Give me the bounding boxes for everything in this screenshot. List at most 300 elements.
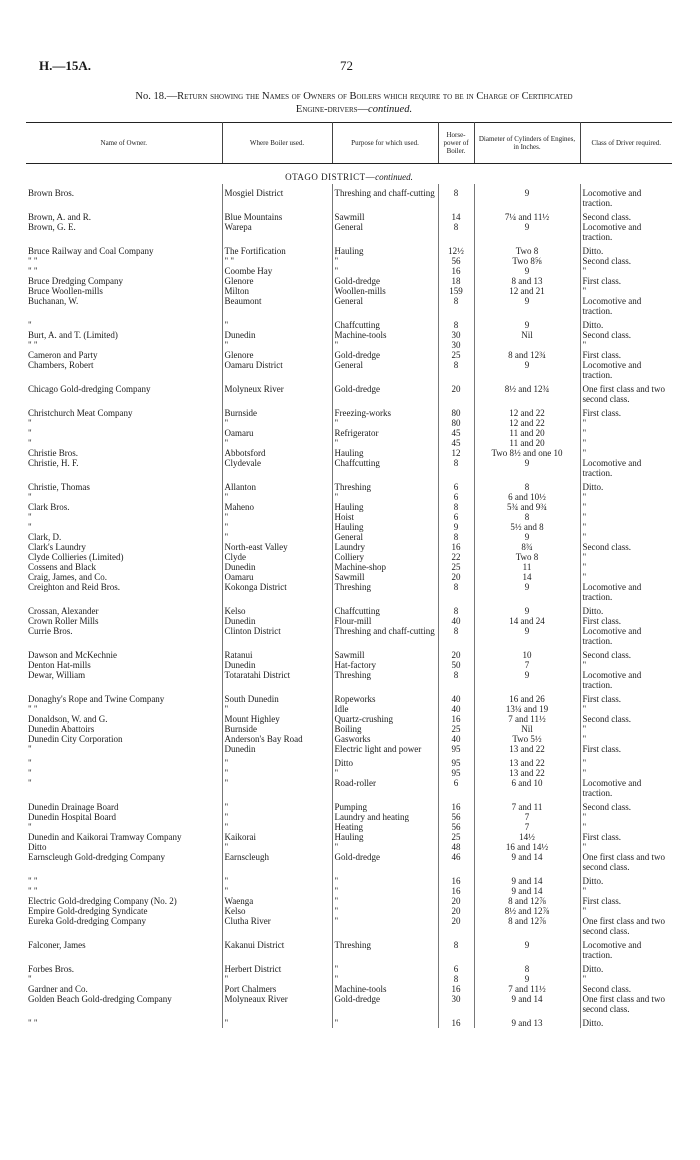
purpose-cell: Colliery — [332, 552, 438, 562]
purpose-cell: Electric light and power — [332, 744, 438, 754]
diameter-cell: 9 and 14 — [474, 872, 580, 886]
where-cell: " — [222, 522, 332, 532]
horse-power-cell: 40 — [438, 704, 474, 714]
table-row — [26, 714, 672, 724]
owner-cell: " — [26, 512, 222, 522]
where-cell: " — [222, 798, 332, 812]
where-cell: Kakanui District — [222, 936, 332, 960]
class-cell: Ditto. — [582, 320, 604, 330]
where-cell: Milton — [222, 286, 332, 296]
horse-power-cell: 20 — [438, 572, 474, 582]
purpose-cell: Gold-dredge — [332, 994, 438, 1014]
where-cell: Glenore — [222, 350, 332, 360]
table-row — [26, 184, 672, 208]
table-row — [26, 360, 672, 380]
owner-cell: Chambers, Robert — [26, 360, 222, 380]
horse-power-cell: 16 — [438, 1014, 474, 1028]
purpose-cell: " — [332, 1014, 438, 1028]
class-cell: Locomotive and traction. — [582, 458, 642, 478]
class-cell: First class. — [582, 408, 622, 418]
purpose-cell: Threshing — [332, 936, 438, 960]
where-cell: Ratanui — [222, 646, 332, 660]
owner-cell: Donaldson, W. and G. — [26, 714, 222, 724]
purpose-cell: Gold-dredge — [332, 852, 438, 872]
class-cell: " — [582, 532, 587, 542]
class-cell: Ditto. — [582, 482, 604, 492]
where-cell: " — [222, 512, 332, 522]
where-cell: Port Chalmers — [222, 984, 332, 994]
class-cell: Locomotive and traction. — [582, 296, 642, 316]
table-row — [26, 974, 672, 984]
table-row — [26, 734, 672, 744]
owner-cell: " " — [26, 340, 222, 350]
diameter-cell: Nil — [474, 330, 580, 340]
purpose-cell: Chaffcutting — [332, 458, 438, 478]
where-cell: " — [222, 822, 332, 832]
where-cell: " — [222, 704, 332, 714]
where-cell: Kelso — [222, 906, 332, 916]
diameter-cell: 9 — [474, 266, 580, 276]
diameter-cell: 14 — [474, 572, 580, 582]
table-row — [26, 582, 672, 602]
where-cell: Clutha River — [222, 916, 332, 936]
page-header — [0, 58, 700, 78]
owner-cell: " — [26, 768, 222, 778]
class-cell: Locomotive and traction. — [582, 626, 642, 646]
diameter-cell: 8 and 12¾ — [474, 350, 580, 360]
class-cell: Ditto. — [582, 606, 604, 616]
purpose-cell: Gasworks — [332, 734, 438, 744]
diameter-cell: 9 — [474, 532, 580, 542]
diameter-cell: Two 8 — [474, 242, 580, 256]
purpose-cell: " — [332, 266, 438, 276]
owner-cell: Christie, H. F. — [26, 458, 222, 478]
title-number: No. 18.— — [135, 91, 178, 102]
owner-cell: Earnscleugh Gold-dredging Company — [26, 852, 222, 872]
horse-power-cell: 8 — [438, 222, 474, 242]
diameter-cell: 8¾ — [474, 542, 580, 552]
diameter-cell: 9 — [474, 316, 580, 330]
where-cell: " — [222, 812, 332, 822]
class-cell: Ditto. — [582, 246, 604, 256]
owner-cell: Brown, G. E. — [26, 222, 222, 242]
diameter-cell: 7 — [474, 822, 580, 832]
diameter-cell: 9 and 13 — [474, 1014, 580, 1028]
diameter-cell: 6 and 10 — [474, 778, 580, 798]
report-reference: H.—15A. — [39, 58, 91, 73]
horse-power-cell: 18 — [438, 276, 474, 286]
class-cell: " — [582, 572, 587, 582]
class-cell: Ditto. — [582, 1018, 604, 1028]
owner-cell: Bruce Railway and Coal Company — [26, 242, 222, 256]
owner-cell: " — [26, 822, 222, 832]
owner-cell: Dewar, William — [26, 670, 222, 690]
where-cell: Burnside — [222, 404, 332, 418]
title-line-1: Return showing the Names of Owners of Boilers which require to be in Charge of Certificated — [177, 91, 573, 102]
purpose-cell: Hauling — [332, 242, 438, 256]
purpose-cell: Machine-tools — [332, 984, 438, 994]
diameter-cell: 9 and 14 — [474, 994, 580, 1014]
diameter-cell: 9 — [474, 184, 580, 208]
table-row — [26, 812, 672, 822]
owner-cell: " — [26, 754, 222, 768]
table-row — [26, 502, 672, 512]
diameter-cell: 8 and 12⅞ — [474, 896, 580, 906]
where-cell: Blue Mountains — [222, 208, 332, 222]
purpose-cell: " — [332, 896, 438, 906]
horse-power-cell: 16 — [438, 714, 474, 724]
owner-cell: Gardner and Co. — [26, 984, 222, 994]
horse-power-cell: 8 — [438, 602, 474, 616]
table-row — [26, 690, 672, 704]
diameter-cell: 9 — [474, 974, 580, 984]
owner-cell: Brown Bros. — [26, 184, 222, 208]
class-cell: First class. — [582, 276, 622, 286]
purpose-cell: Ditto — [332, 754, 438, 768]
table-row — [26, 798, 672, 812]
class-cell: " — [582, 758, 587, 768]
diameter-cell: 12 and 21 — [474, 286, 580, 296]
owner-cell: Craig, James, and Co. — [26, 572, 222, 582]
table-row — [26, 532, 672, 542]
owner-cell: " " — [26, 886, 222, 896]
class-cell: First class. — [582, 744, 622, 754]
table-row — [26, 872, 672, 886]
table-row — [26, 832, 672, 842]
diameter-cell: 9 — [474, 296, 580, 316]
horse-power-cell: 56 — [438, 822, 474, 832]
table-row — [26, 522, 672, 532]
diameter-cell — [474, 340, 580, 350]
purpose-cell: " — [332, 768, 438, 778]
class-cell: Second class. — [582, 330, 631, 340]
class-cell: Locomotive and traction. — [582, 940, 642, 960]
purpose-cell: Freezing-works — [332, 404, 438, 418]
horse-power-cell: 30 — [438, 994, 474, 1014]
horse-power-cell: 25 — [438, 724, 474, 734]
where-cell: " " — [222, 256, 332, 266]
table-row — [26, 340, 672, 350]
owner-cell: Golden Beach Gold-dredging Company — [26, 994, 222, 1014]
diameter-cell: 8 and 12⅞ — [474, 916, 580, 936]
purpose-cell: Quartz-crushing — [332, 714, 438, 724]
horse-power-cell: 6 — [438, 778, 474, 798]
table-row — [26, 404, 672, 418]
purpose-cell: Hat-factory — [332, 660, 438, 670]
column-where: Where Boiler used. — [222, 123, 332, 164]
horse-power-cell: 8 — [438, 670, 474, 690]
owner-cell: Clark, D. — [26, 532, 222, 542]
where-cell: " — [222, 778, 332, 798]
purpose-cell: Laundry — [332, 542, 438, 552]
owner-cell: Clyde Collieries (Limited) — [26, 552, 222, 562]
diameter-cell: 14 and 24 — [474, 616, 580, 626]
owner-cell: " — [26, 974, 222, 984]
table-row — [26, 670, 672, 690]
horse-power-cell: 40 — [438, 734, 474, 744]
purpose-cell: General — [332, 222, 438, 242]
purpose-cell: " — [332, 438, 438, 448]
class-cell: " — [582, 734, 587, 744]
table-row — [26, 478, 672, 492]
horse-power-cell: 45 — [438, 438, 474, 448]
diameter-cell: 9 — [474, 602, 580, 616]
table-row — [26, 316, 672, 330]
diameter-cell: 9 — [474, 582, 580, 602]
diameter-cell: 9 and 14 — [474, 886, 580, 896]
horse-power-cell: 45 — [438, 428, 474, 438]
horse-power-cell: 80 — [438, 404, 474, 418]
owner-cell: Cameron and Party — [26, 350, 222, 360]
table-row — [26, 330, 672, 340]
table-row — [26, 754, 672, 768]
class-cell: Locomotive and traction. — [582, 360, 642, 380]
owner-cell: " " — [26, 1014, 222, 1028]
where-cell: Molyneaux River — [222, 994, 332, 1014]
purpose-cell: General — [332, 296, 438, 316]
diameter-cell: Two 8 — [474, 552, 580, 562]
diameter-cell: 7¼ and 11½ — [474, 208, 580, 222]
owner-cell: Dunedin City Corporation — [26, 734, 222, 744]
owner-cell: Christchurch Meat Company — [26, 404, 222, 418]
where-cell: Molyneux River — [222, 380, 332, 404]
table-row — [26, 724, 672, 734]
table-row — [26, 842, 672, 852]
purpose-cell: General — [332, 532, 438, 542]
purpose-cell: Hauling — [332, 448, 438, 458]
class-cell: One first class and two second class. — [582, 916, 665, 936]
where-cell: Dunedin — [222, 562, 332, 572]
class-cell: " — [582, 266, 587, 276]
class-cell: One first class and two second class. — [582, 994, 665, 1014]
diameter-cell: 14½ — [474, 832, 580, 842]
class-cell: Ditto. — [582, 876, 604, 886]
horse-power-cell: 6 — [438, 478, 474, 492]
class-cell: " — [582, 418, 587, 428]
horse-power-cell: 12 — [438, 448, 474, 458]
purpose-cell: Gold-dredge — [332, 276, 438, 286]
purpose-cell: " — [332, 916, 438, 936]
table-row — [26, 492, 672, 502]
where-cell: Oamaru District — [222, 360, 332, 380]
class-cell: " — [582, 886, 587, 896]
class-cell: Locomotive and traction. — [582, 778, 642, 798]
title-continued: continued. — [368, 104, 413, 115]
diameter-cell: 13 and 22 — [474, 744, 580, 754]
class-cell: One first class and two second class. — [582, 384, 665, 404]
diameter-cell: 7 — [474, 660, 580, 670]
table-row — [26, 626, 672, 646]
horse-power-cell: 8 — [438, 532, 474, 542]
owner-cell: " — [26, 492, 222, 502]
where-cell: Totaratahi District — [222, 670, 332, 690]
diameter-cell: 13¼ and 19 — [474, 704, 580, 714]
horse-power-cell: 30 — [438, 340, 474, 350]
where-cell: Kelso — [222, 602, 332, 616]
diameter-cell: 13 and 22 — [474, 754, 580, 768]
class-cell: " — [582, 562, 587, 572]
table-row — [26, 428, 672, 438]
table-row — [26, 350, 672, 360]
table-row — [26, 616, 672, 626]
horse-power-cell: 8 — [438, 582, 474, 602]
where-cell: " — [222, 1014, 332, 1028]
where-cell: Dunedin — [222, 660, 332, 670]
table-row — [26, 380, 672, 404]
owner-cell: Cossens and Black — [26, 562, 222, 572]
diameter-cell: 7 and 11½ — [474, 714, 580, 724]
table-row — [26, 542, 672, 552]
diameter-cell: 11 and 20 — [474, 428, 580, 438]
purpose-cell: " — [332, 960, 438, 974]
purpose-cell: Threshing and chaff-cutting — [332, 626, 438, 646]
table-row — [26, 266, 672, 276]
horse-power-cell: 95 — [438, 768, 474, 778]
where-cell: " — [222, 872, 332, 886]
owner-cell: " " — [26, 704, 222, 714]
diameter-cell: 11 — [474, 562, 580, 572]
horse-power-cell: 6 — [438, 512, 474, 522]
class-cell: " — [582, 724, 587, 734]
purpose-cell: Laundry and heating — [332, 812, 438, 822]
column-diameter: Diameter of Cylinders of Engines, in Inches. — [474, 123, 580, 164]
diameter-cell: 7 and 11 — [474, 798, 580, 812]
where-cell: Burnside — [222, 724, 332, 734]
owner-cell: " — [26, 778, 222, 798]
owner-cell: Dawson and McKechnie — [26, 646, 222, 660]
class-cell: Locomotive and traction. — [582, 582, 642, 602]
table-row — [26, 602, 672, 616]
table-row — [26, 994, 672, 1014]
diameter-cell: 8 and 13 — [474, 276, 580, 286]
where-cell: Dunedin — [222, 330, 332, 340]
owner-cell: Dunedin and Kaikorai Tramway Company — [26, 832, 222, 842]
where-cell: Warepa — [222, 222, 332, 242]
owner-cell: " " — [26, 256, 222, 266]
owner-cell: Dunedin Hospital Board — [26, 812, 222, 822]
owner-cell: " — [26, 418, 222, 428]
class-cell: One first class and two second class. — [582, 852, 665, 872]
return-title — [30, 90, 678, 116]
column-purpose: Purpose for which used. — [332, 123, 438, 164]
column-class: Class of Driver required. — [580, 123, 672, 164]
where-cell: North-east Valley — [222, 542, 332, 552]
diameter-cell: 13 and 22 — [474, 768, 580, 778]
diameter-cell: 7 — [474, 812, 580, 822]
where-cell: Kaikorai — [222, 832, 332, 842]
diameter-cell: 6 and 10½ — [474, 492, 580, 502]
where-cell: " — [222, 842, 332, 852]
owner-cell: Christie, Thomas — [26, 478, 222, 492]
horse-power-cell: 48 — [438, 842, 474, 852]
where-cell: " — [222, 438, 332, 448]
class-cell: Second class. — [582, 714, 631, 724]
diameter-cell: 16 and 26 — [474, 690, 580, 704]
horse-power-cell: 25 — [438, 562, 474, 572]
where-cell: " — [222, 754, 332, 768]
purpose-cell: " — [332, 256, 438, 266]
where-cell: Oamaru — [222, 428, 332, 438]
class-cell: First class. — [582, 616, 622, 626]
owner-cell: " — [26, 316, 222, 330]
purpose-cell: Sawmill — [332, 572, 438, 582]
class-cell: First class. — [582, 350, 622, 360]
diameter-cell: 9 — [474, 222, 580, 242]
owner-cell: " — [26, 438, 222, 448]
class-cell: Locomotive and traction. — [582, 188, 642, 208]
diameter-cell: 8½ and 12⅞ — [474, 906, 580, 916]
horse-power-cell: 46 — [438, 852, 474, 872]
table-row — [26, 768, 672, 778]
owner-cell: Forbes Bros. — [26, 960, 222, 974]
owner-cell: Burt, A. and T. (Limited) — [26, 330, 222, 340]
horse-power-cell: 6 — [438, 960, 474, 974]
owner-cell: Electric Gold-dredging Company (No. 2) — [26, 896, 222, 906]
where-cell: Herbert District — [222, 960, 332, 974]
owner-cell: Dunedin Drainage Board — [26, 798, 222, 812]
diameter-cell: 12 and 22 — [474, 418, 580, 428]
diameter-cell: 16 and 14½ — [474, 842, 580, 852]
table-row — [26, 896, 672, 906]
where-cell: " — [222, 886, 332, 896]
horse-power-cell: 22 — [438, 552, 474, 562]
class-cell: " — [582, 552, 587, 562]
where-cell: Waenga — [222, 896, 332, 906]
diameter-cell: 8 — [474, 512, 580, 522]
diameter-cell: 9 — [474, 458, 580, 478]
class-cell: " — [582, 438, 587, 448]
diameter-cell: 8 — [474, 960, 580, 974]
owner-cell: Falconer, James — [26, 936, 222, 960]
where-cell: Earnscleugh — [222, 852, 332, 872]
purpose-cell: Hauling — [332, 522, 438, 532]
table-row — [26, 438, 672, 448]
purpose-cell: Gold-dredge — [332, 380, 438, 404]
owner-cell: Brown, A. and R. — [26, 208, 222, 222]
table-row — [26, 852, 672, 872]
table-row — [26, 562, 672, 572]
diameter-cell: 9 and 14 — [474, 852, 580, 872]
purpose-cell: Pumping — [332, 798, 438, 812]
purpose-cell: Woollen-mills — [332, 286, 438, 296]
diameter-cell: Nil — [474, 724, 580, 734]
where-cell: Coombe Hay — [222, 266, 332, 276]
owner-cell: Currie Bros. — [26, 626, 222, 646]
owner-cell: Buchanan, W. — [26, 296, 222, 316]
class-cell: " — [582, 522, 587, 532]
horse-power-cell: 6 — [438, 492, 474, 502]
class-cell: Second class. — [582, 212, 631, 222]
owner-cell: Empire Gold-dredging Syndicate — [26, 906, 222, 916]
class-cell: Locomotive and traction. — [582, 670, 642, 690]
owner-cell: Bruce Dredging Company — [26, 276, 222, 286]
owner-cell: Crown Roller Mills — [26, 616, 222, 626]
purpose-cell: " — [332, 842, 438, 852]
horse-power-cell: 8 — [438, 296, 474, 316]
table-row — [26, 208, 672, 222]
horse-power-cell: 50 — [438, 660, 474, 670]
horse-power-cell: 40 — [438, 616, 474, 626]
class-cell: " — [582, 812, 587, 822]
table-row — [26, 458, 672, 478]
class-cell: " — [582, 286, 587, 296]
diameter-cell: 5¾ and 9¾ — [474, 502, 580, 512]
class-cell: " — [582, 906, 587, 916]
purpose-cell: " — [332, 974, 438, 984]
horse-power-cell: 8 — [438, 458, 474, 478]
horse-power-cell: 8 — [438, 360, 474, 380]
where-cell: Beaumont — [222, 296, 332, 316]
